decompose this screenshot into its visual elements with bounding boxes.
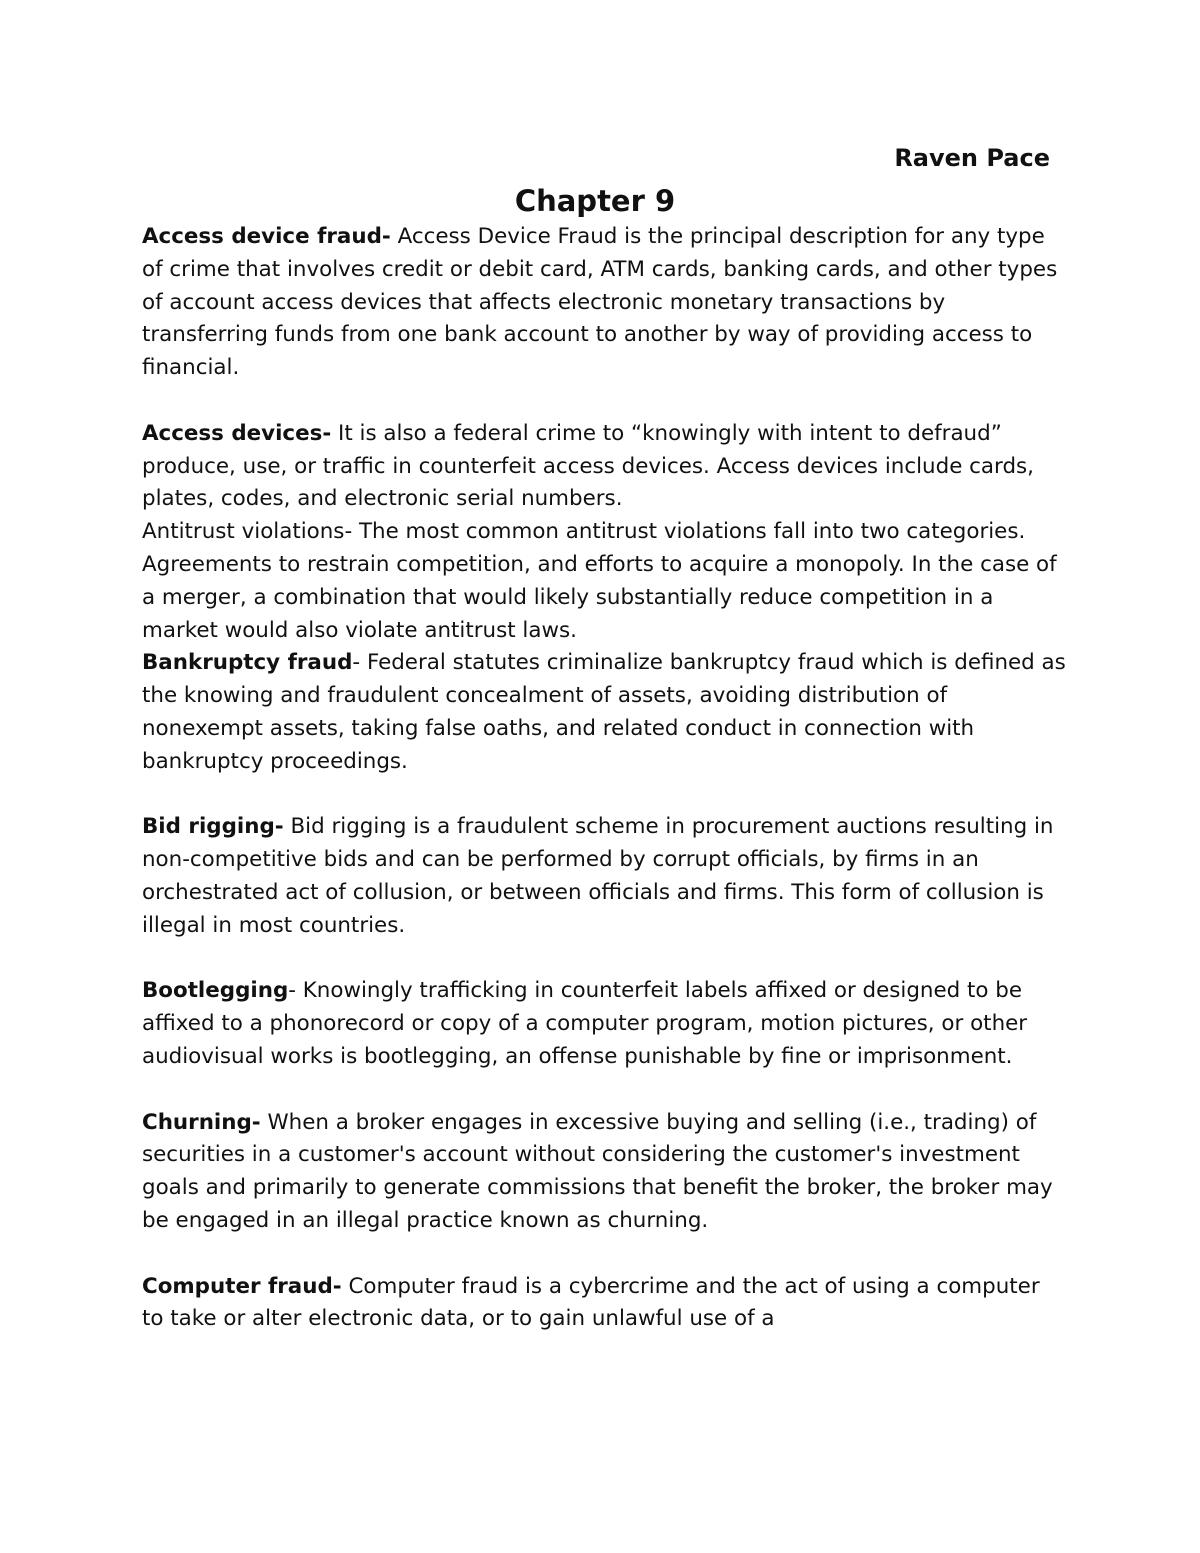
entry-computer-fraud [142,1271,1067,1337]
glossary-body [142,221,1067,1336]
entry-access-devices [142,418,1067,516]
entry-antitrust-violations [142,516,1067,647]
entry-bankruptcy-fraud [142,647,1067,778]
author-name: Raven Pace [894,144,1050,172]
entry-term: Bootlegging [142,978,289,1004]
entry-definition: Access Device Fraud is the principal description for any type of crime that involves credit or debit card, ATM cards, banking cards, and other types of account access devices that affects electronic monetary transactions by transferring funds from one bank account to another by way of providing access to financial. [142,224,1058,381]
entry-term: Churning- [142,1109,261,1135]
entry-churning [142,1107,1067,1238]
entry-definition: Computer fraud is a cybercrime and the act of using a computer to take or alter electronic data, or to gain unlawful use of a [142,1273,1040,1332]
entry-definition: Bid rigging is a fraudulent scheme in procurement auctions resulting in non-competitive bids and can be performed by corrupt officials, by firms in an orchestrated act of collusion, or between officials and firms. This form of collusion is illegal in most countries. [142,814,1054,938]
entry-definition: It is also a federal crime to “knowingly with intent to defraud” produce, use, or traffic in counterfeit access devices. Access devices include cards, plates, codes, and electronic serial numbers. [142,420,1034,512]
entry-definition: - Federal statutes criminalize bankruptcy fraud which is defined as the knowing and fraudulent concealment of assets, avoiding distribution of nonexempt assets, taking false oaths, and related conduct in connection with bankruptcy proceedings. [142,650,1066,774]
entry-term: Computer fraud- [142,1273,342,1299]
entry-term: Bid rigging- [142,814,284,840]
entry-definition: Antitrust violations- The most common antitrust violations fall into two categories. Agreements to restrain competition, and efforts to acquire a monopoly. In the case of a merger, a combination that would likely substantially reduce competition in a market would also violate antitrust laws. [142,519,1057,643]
entry-access-device-fraud [142,221,1067,385]
entry-term: Bankruptcy fraud [142,650,353,676]
entry-definition: - Knowingly trafficking in counterfeit labels affixed or designed to be affixed to a phonorecord or copy of a computer program, motion pictures, or other audiovisual works is bootlegging, an offense punishable by fine or imprisonment. [142,978,1028,1069]
entry-term: Access devices- [142,420,332,446]
entry-definition: When a broker engages in excessive buying and selling (i.e., trading) of securities in a customer's account without considering the customer's investment goals and primarily to generate commissions that benefit the broker, the broker may be engaged in an illegal practice known as churning. [142,1109,1053,1233]
entry-bid-rigging [142,811,1067,942]
entry-bootlegging [142,975,1067,1073]
page-title: Chapter 9 [514,184,676,218]
entry-term: Access device fraud- [142,224,391,249]
